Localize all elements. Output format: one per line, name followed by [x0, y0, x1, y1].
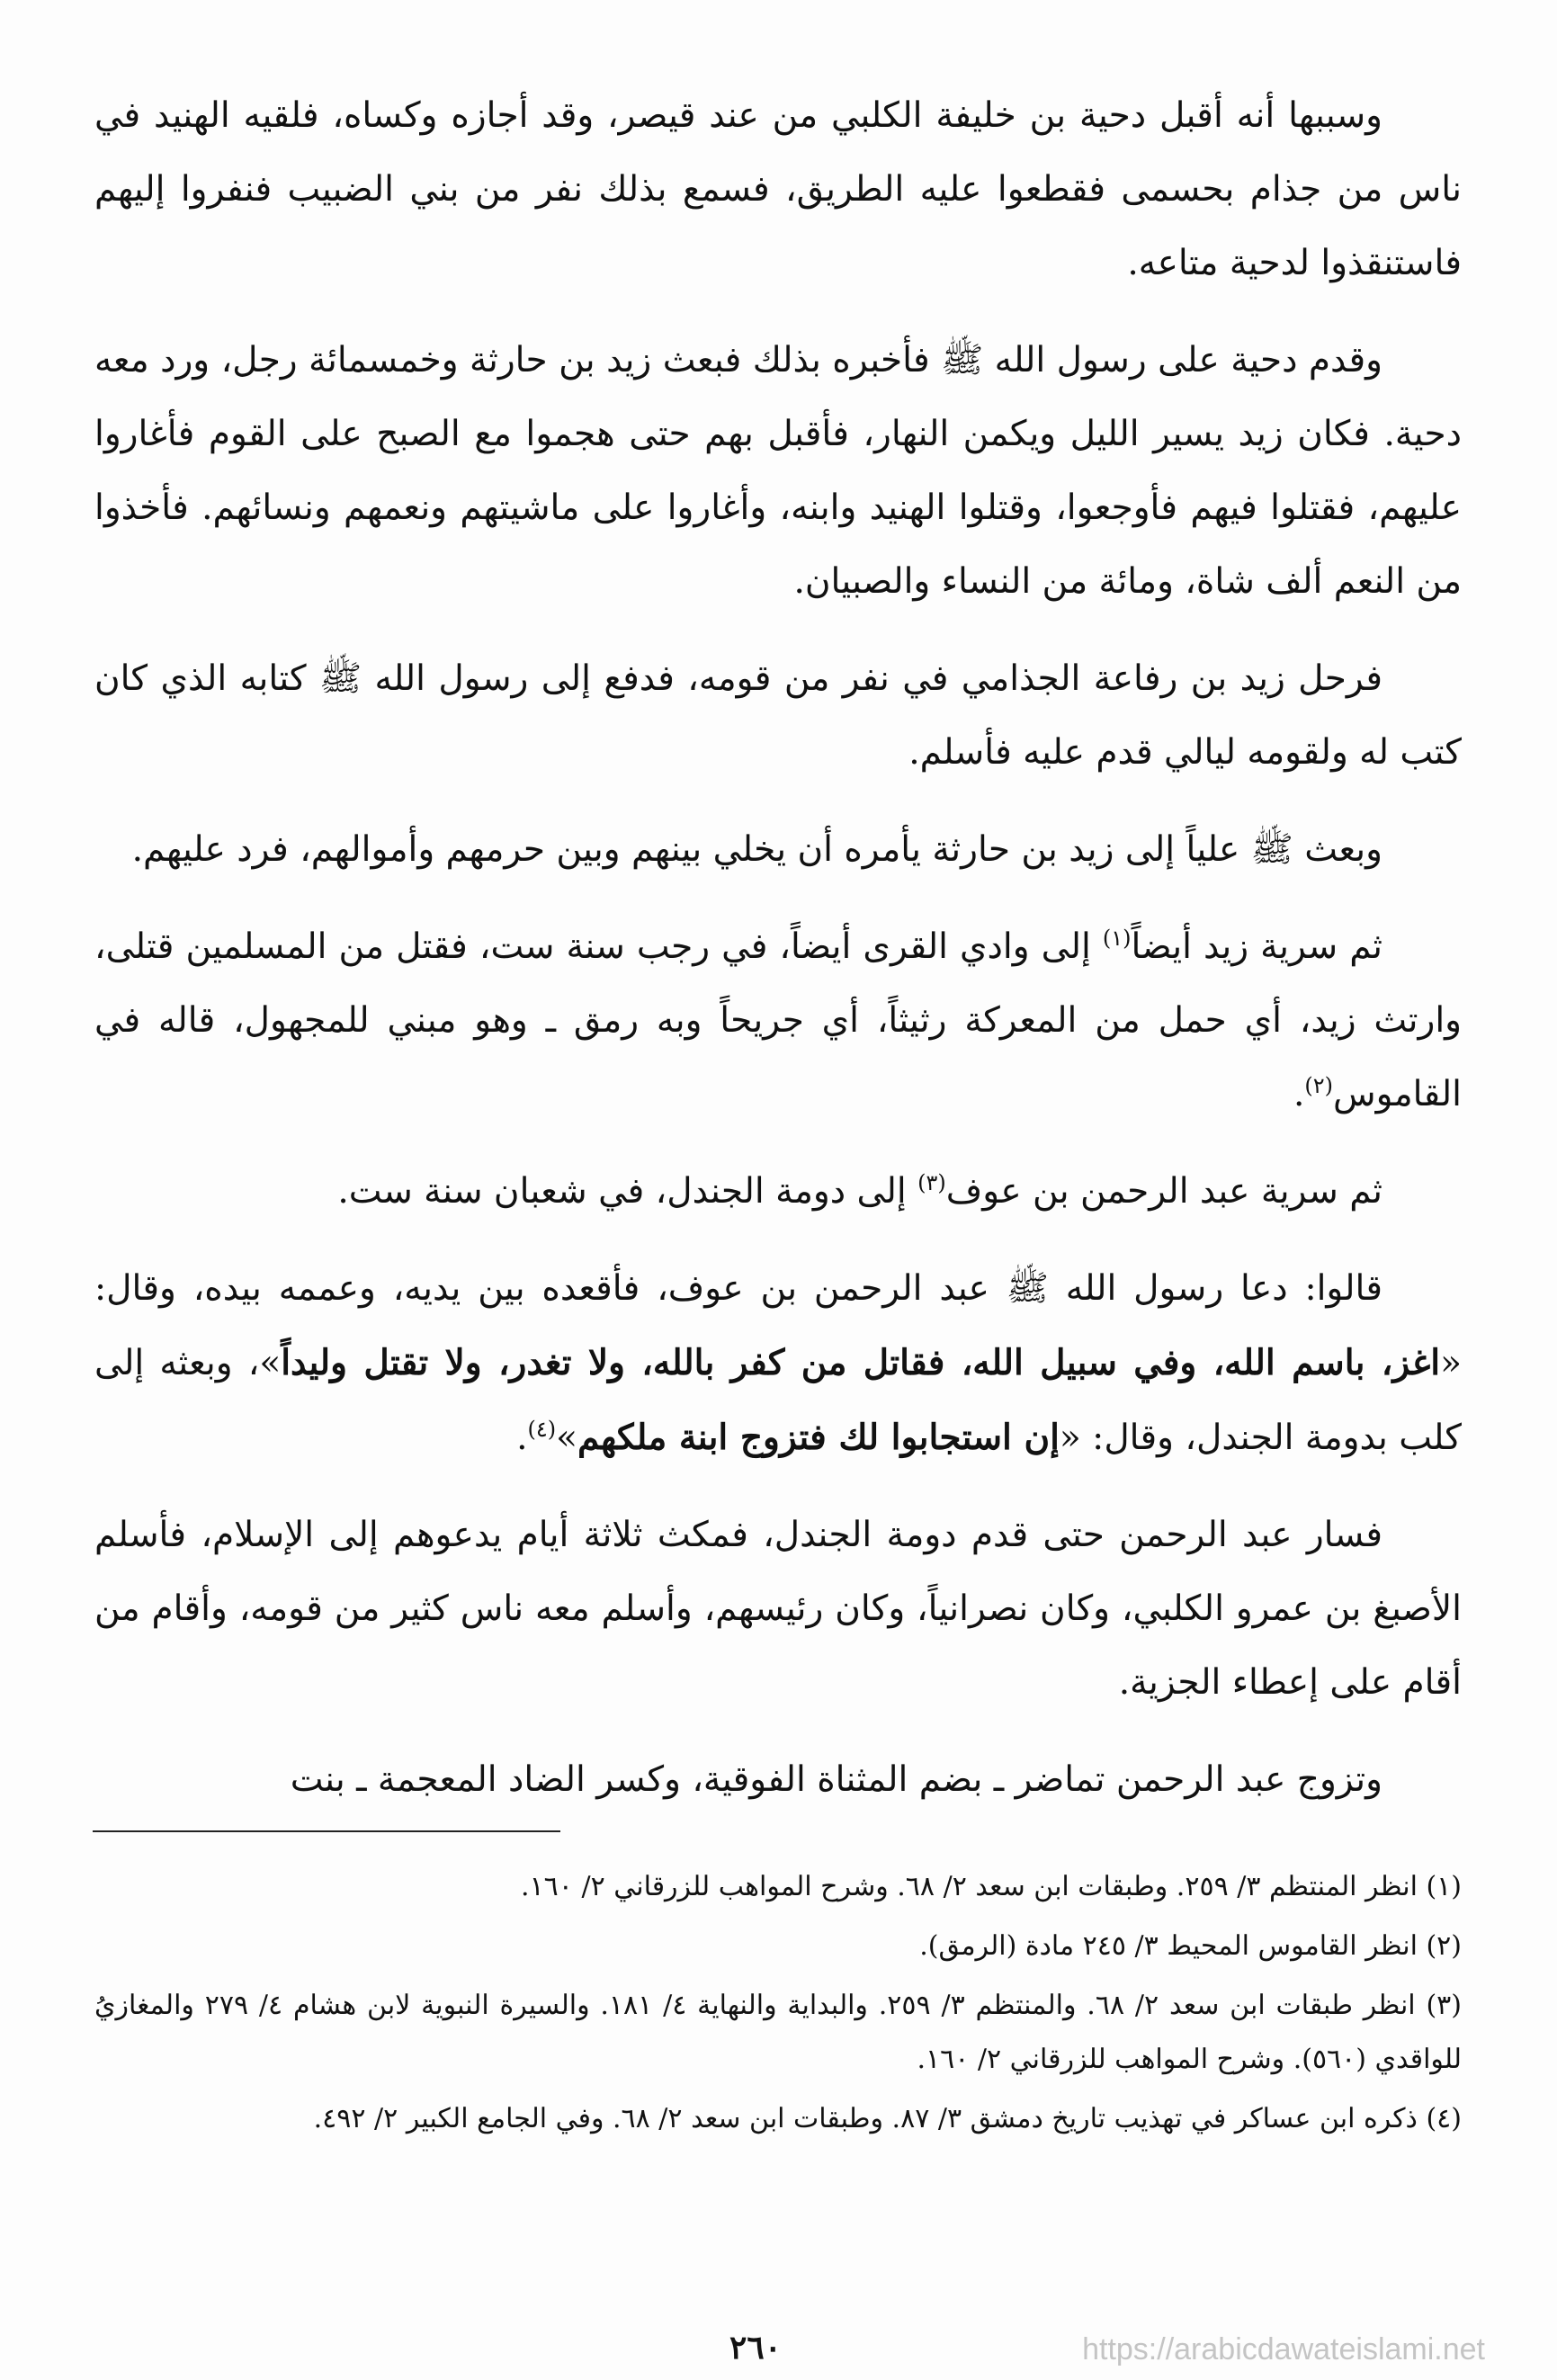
- footnote-separator: [93, 1830, 560, 1832]
- hadith-quote-1: اغز، باسم الله، وفي سبيل الله، فقاتل من كفر بالله، ولا تغدر، ولا تقتل وليداً: [281, 1342, 1441, 1383]
- footnote-2: (٢) انظر القاموس المحيط ٣/ ٢٤٥ مادة (الرمق).: [919, 1930, 1462, 1962]
- footnote-4: (٤) ذكره ابن عساكر في تهذيب تاريخ دمشق ٣/ ٨٧. وطبقات ابن سعد ٢/ ٦٨. وفي الجامع الكبير ٢/ ٤٩٢.: [313, 2103, 1462, 2134]
- footnote-ref-2: (٢): [1304, 1073, 1334, 1098]
- footnote-ref-4: (٤): [527, 1417, 557, 1442]
- footnote-ref-1: (١): [1102, 926, 1132, 951]
- paragraph-7-text-c: »: [556, 1418, 578, 1458]
- footnote-1: (١) انظر المنتظم ٣/ ٢٥٩. وطبقات ابن سعد ٢/ ٦٨. وشرح المواهب للزرقاني ٢/ ١٦٠.: [521, 1871, 1462, 1902]
- footnote-ref-3: (٣): [917, 1170, 946, 1195]
- paragraph-5-text-b: إلى وادي القرى أيضاً، في رجب سنة ست، فقتل من المسلمين قتلى، وارتث زيد، أي حمل من المعركة رثيثاً، أي جريحاً وبه رمق ـ وهو مبني للمجهول، قاله في القاموس: [94, 926, 1462, 1114]
- paragraph-2: وقدم دحية على رسول الله ﷺ فأخبره بذلك فبعث زيد بن حارثة وخمسمائة رجل، ورد معه دحية. فكان زيد يسير الليل ويكمن النهار، فأقبل بهم حتى هجموا مع الصبح على القوم فأغاروا عليهم، فقتلوا فيهم فأوجعوا، وقتلوا الهنيد وابنه، وأغاروا على ماشيتهم ونعمهم ونسائهم. فأخذوا من النعم ألف شاة، ومائة من النساء والصبيان.: [94, 340, 1462, 602]
- paragraph-6-text-b: إلى دومة الجندل، في شعبان سنة ست.: [337, 1171, 918, 1212]
- footnote-3: (٣) انظر طبقات ابن سعد ٢/ ٦٨. والمنتظم ٣/ ٢٥٩. والبداية والنهاية ٤/ ١٨١. والسيرة النبوية لابن هشام ٤/ ٢٧٩ والمغازيُ للواقدي (٥٦٠). وشرح المواهب للزرقاني ٢/ ١٦٠.: [94, 1990, 1463, 2075]
- paragraph-6-text-a: ثم سرية عبد الرحمن بن عوف: [945, 1171, 1383, 1212]
- paragraph-7-text-b: »، وبعثه إلى كلب بدومة الجندل، وقال: «: [94, 1343, 1462, 1458]
- paragraph-3: فرحل زيد بن رفاعة الجذامي في نفر من قومه، فدفع إلى رسول الله ﷺ كتابه الذي كان كتب له ولقومه ليالي قدم عليه فأسلم.: [94, 658, 1462, 773]
- page-number: ٢٦٠: [729, 2329, 782, 2367]
- paragraph-9: وتزوج عبد الرحمن تماضر ـ بضم المثناة الفوقية، وكسر الضاد المعجمة ـ بنت: [290, 1759, 1383, 1800]
- paragraph-7-text-a: قالوا: دعا رسول الله ﷺ عبد الرحمن بن عوف، فأقعده بين يديه، وعممه بيده، وقال: «: [94, 1268, 1462, 1383]
- paragraph-6: [94, 1155, 1462, 1229]
- watermark-url: https://arabicdawateislami.net: [1082, 2332, 1485, 2367]
- paragraph-5: [94, 910, 1462, 1132]
- paragraph-1: وسببها أنه أقبل دحية بن خليفة الكلبي من عند قيصر، وقد أجازه وكساه، فلقيه الهنيد في ناس من جذام بحسمى فقطعوا عليه الطريق، فسمع بذلك نفر من بني الضبيب فنفروا إليهم فاستنقذوا لدحية متاعه.: [94, 95, 1462, 283]
- paragraph-5-text-a: ثم سرية زيد أيضاً: [1131, 926, 1383, 967]
- main-text: [94, 79, 1462, 1840]
- paragraph-7: [94, 1252, 1462, 1475]
- hadith-quote-2: إن استجابوا لك فتزوج ابنة ملكهم: [577, 1417, 1060, 1458]
- paragraph-8: فسار عبد الرحمن حتى قدم دومة الجندل، فمكث ثلاثة أيام يدعوهم إلى الإسلام، فأسلم الأصبغ بن عمرو الكلبي، وكان نصرانياً، وكان رئيسهم، وأسلم معه ناس كثير من قومه، وأقام من أقام على إعطاء الجزية.: [94, 1515, 1462, 1703]
- paragraph-7-text-d: .: [516, 1418, 528, 1458]
- paragraph-4: وبعث ﷺ علياً إلى زيد بن حارثة يأمره أن يخلي بينهم وبين حرمهم وأموالهم، فرد عليهم.: [131, 829, 1383, 870]
- paragraph-5-text-c: .: [1293, 1074, 1305, 1114]
- footnotes: [94, 1860, 1462, 2152]
